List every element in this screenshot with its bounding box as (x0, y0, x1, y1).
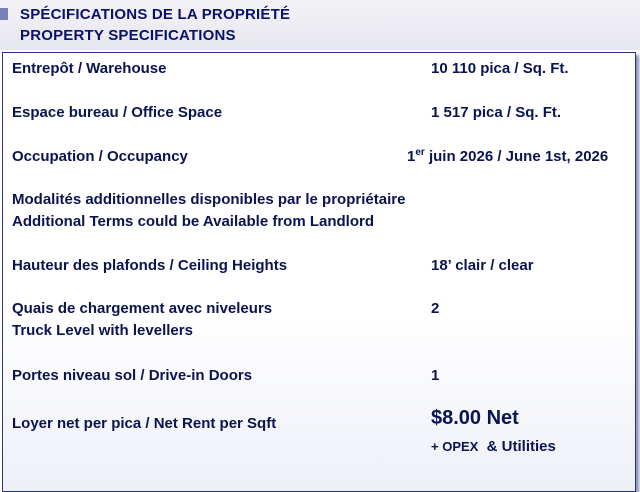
warehouse-value: 10 110 pica / Sq. Ft. (431, 60, 569, 77)
title-english: PROPERTY SPECIFICATIONS (20, 27, 236, 44)
warehouse-label: Entrepôt / Warehouse (12, 60, 167, 77)
header-accent (0, 8, 8, 20)
rent-opex: + OPEX (431, 439, 479, 454)
docks-label-french: Quais de chargement avec niveleurs (12, 300, 273, 317)
header-bar (0, 0, 640, 50)
terms-english: Additional Terms could be Available from Landlord (12, 213, 374, 230)
rent-extras (431, 436, 556, 457)
docks-value: 2 (431, 300, 440, 317)
drivein-label: Portes niveau sol / Drive-in Doors (12, 367, 253, 384)
terms-french: Modalités additionnelles disponibles par le propriétaire (12, 191, 406, 208)
office-value: 1 517 pica / Sq. Ft. (431, 104, 562, 121)
ceiling-value: 18’ clair / clear (431, 257, 534, 274)
occupancy-day: 1 (407, 148, 416, 165)
occupancy-value (407, 146, 608, 167)
rent-label: Loyer net per pica / Net Rent per Sqft (12, 415, 277, 432)
occupancy-date: juin 2026 / June 1st, 2026 (424, 148, 609, 165)
drivein-value: 1 (431, 367, 440, 384)
office-label: Espace bureau / Office Space (12, 104, 223, 121)
docks-label-english: Truck Level with levellers (12, 322, 193, 339)
occupancy-ordinal: er (415, 147, 425, 158)
rent-value: $8.00 Net (431, 407, 519, 429)
occupancy-label: Occupation / Occupancy (12, 148, 188, 165)
ceiling-label: Hauteur des plafonds / Ceiling Heights (12, 257, 288, 274)
title-french: SPÉCIFICATIONS DE LA PROPRIÉTÉ (20, 6, 291, 23)
rent-utilities: & Utilities (486, 438, 556, 455)
